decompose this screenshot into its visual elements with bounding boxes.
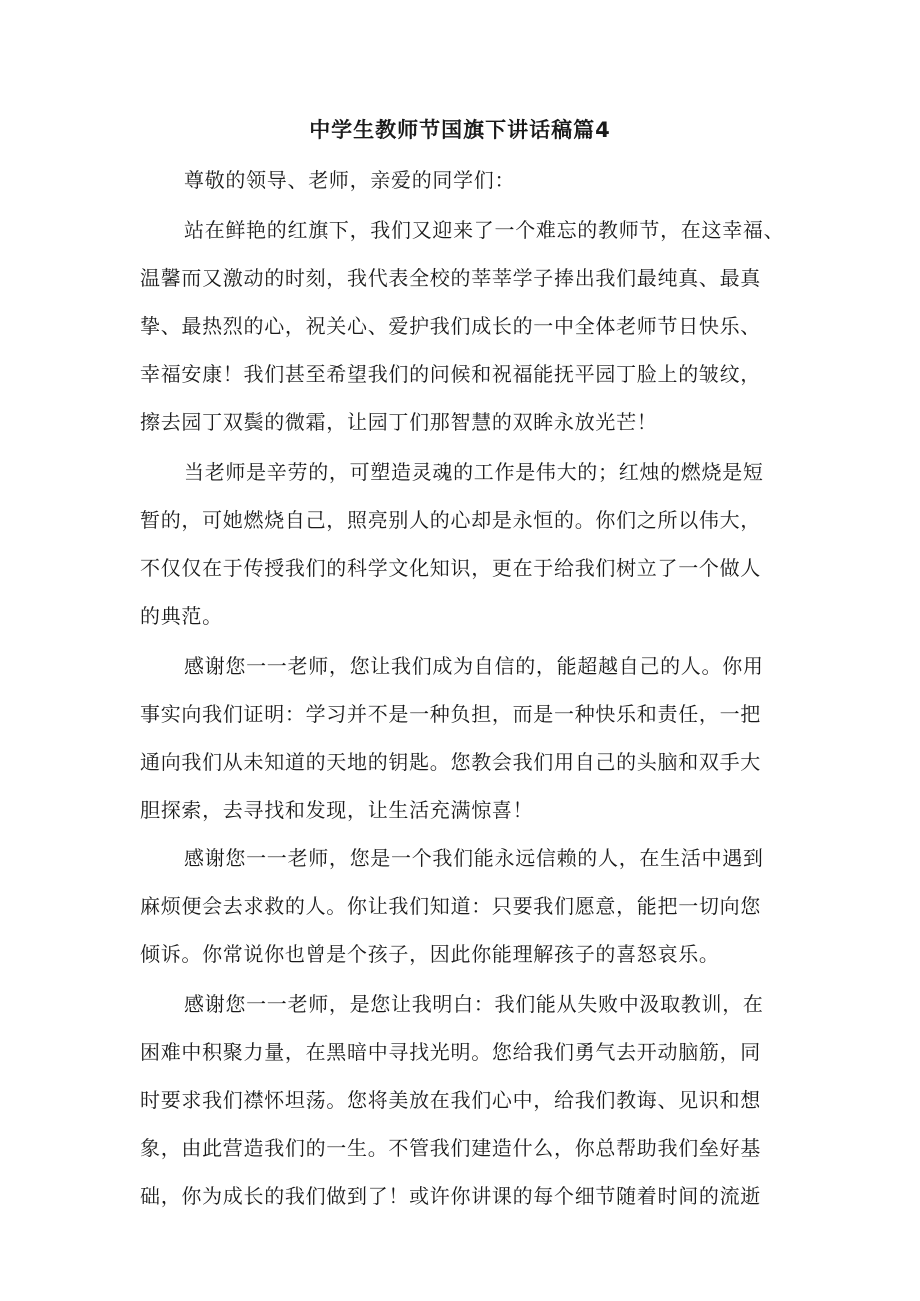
text-line: 幸福安康！我们甚至希望我们的问候和祝福能抚平园丁脸上的皱纹， xyxy=(140,362,761,386)
text-line: 象，由此营造我们的一生。不管我们建造什么，你总帮助我们垒好基 xyxy=(140,1136,761,1160)
text-line: 不仅仅在于传授我们的科学文化知识，更在于给我们树立了一个做人 xyxy=(140,556,761,580)
text-line: 通向我们从未知道的天地的钥匙。您教会我们用自己的头脑和双手大 xyxy=(140,750,761,774)
text-line: 擦去园丁双鬓的微霜，让园丁们那智慧的双眸永放光芒！ xyxy=(140,410,658,434)
text-line: 暂的，可她燃烧自己，照亮别人的心却是永恒的。你们之所以伟大， xyxy=(140,508,761,532)
text-line: 站在鲜艳的红旗下，我们又迎来了一个难忘的教师节，在这幸福、 xyxy=(184,218,785,242)
text-line: 尊敬的领导、老师，亲爱的同学们： xyxy=(184,168,516,192)
text-line: 感谢您一一老师，您让我们成为自信的，能超越自己的人。你用 xyxy=(184,654,764,678)
text-line: 感谢您一一老师，您是一个我们能永远信赖的人，在生活中遇到 xyxy=(184,846,764,870)
text-line: 困难中积聚力量，在黑暗中寻找光明。您给我们勇气去开动脑筋，同 xyxy=(140,1040,761,1064)
text-line: 胆探索，去寻找和发现，让生活充满惊喜！ xyxy=(140,798,534,822)
text-line: 的典范。 xyxy=(140,604,223,628)
text-line: 温馨而又激动的时刻，我代表全校的莘莘学子捧出我们最纯真、最真 xyxy=(140,266,761,290)
text-line: 时要求我们襟怀坦荡。您将美放在我们心中，给我们教诲、见识和想 xyxy=(140,1088,761,1112)
document-title: 中学生教师节国旗下讲话稿篇4 xyxy=(309,118,611,142)
text-line: 感谢您一一老师，是您让我明白：我们能从失败中汲取教训，在 xyxy=(184,992,764,1016)
text-line: 础，你为成长的我们做到了！或许你讲课的每个细节随着时间的流逝 xyxy=(140,1184,761,1208)
text-line: 当老师是辛劳的，可塑造灵魂的工作是伟大的；红烛的燃烧是短 xyxy=(184,460,764,484)
text-line: 麻烦便会去求救的人。你让我们知道：只要我们愿意，能把一切向您 xyxy=(140,894,761,918)
text-line: 倾诉。你常说你也曾是个孩子，因此你能理解孩子的喜怒哀乐。 xyxy=(140,942,720,966)
text-line: 事实向我们证明：学习并不是一种负担，而是一种快乐和责任，一把 xyxy=(140,702,761,726)
text-line: 挚、最热烈的心，祝关心、爱护我们成长的一中全体老师节日快乐、 xyxy=(140,314,761,338)
